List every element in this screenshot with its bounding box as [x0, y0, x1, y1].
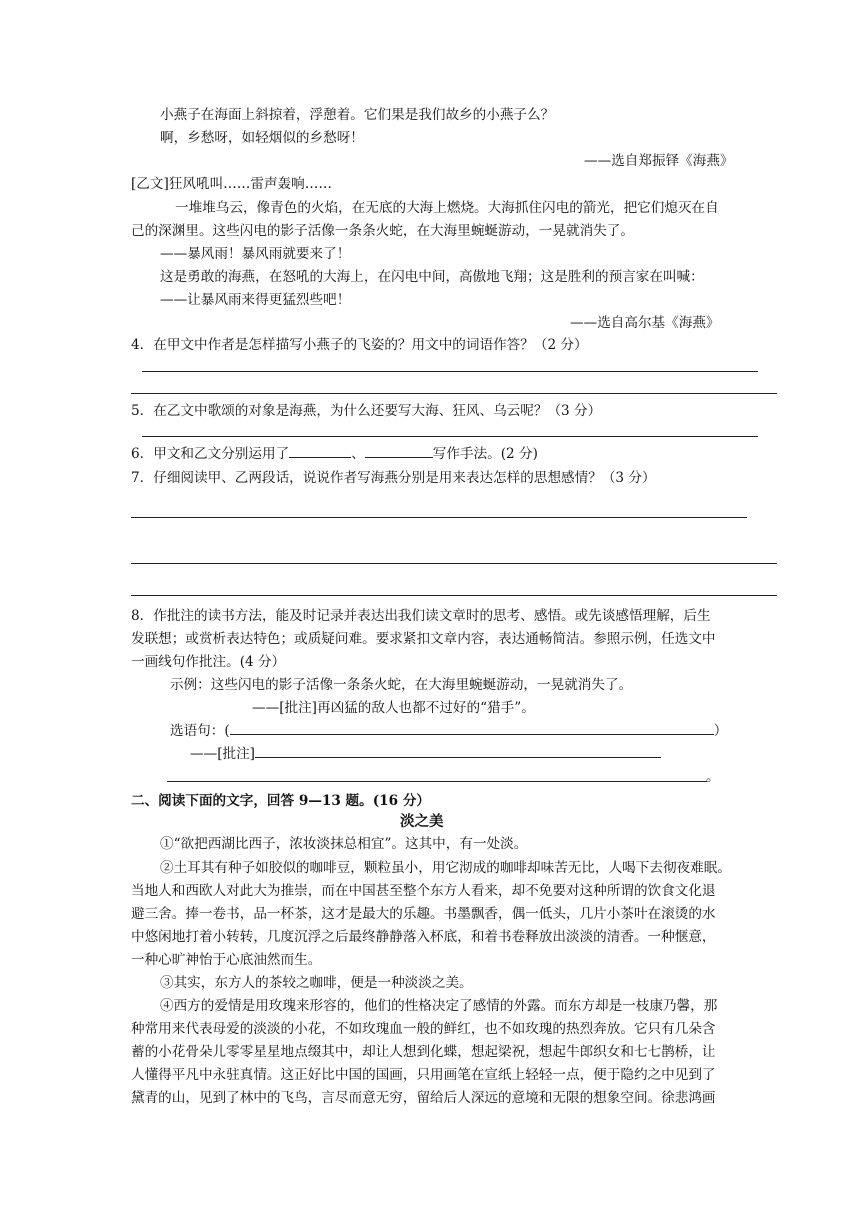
select-sentence-close: ） [713, 723, 728, 739]
article-paragraph-4-line-2: 种常用来代表母爱的淡淡的小花，不如玫瑰血一般的鲜红，也不如玫瑰的热烈奔放。它只有几朵含 [131, 1021, 716, 1037]
answer-line-q7-1[interactable] [131, 517, 747, 518]
note-continuation-line[interactable] [167, 781, 707, 782]
question-8-line-3: 一画线句作批注。(4 分） [131, 654, 286, 670]
article-paragraph-4-line-5: 黛青的山，见到了林中的飞鸟，言尽而意无穷，留给后人深远的意境和无限的想象空间。徐悲鸿画 [131, 1090, 716, 1106]
question-4: 4．在甲文中作者是怎样描写小燕子的飞姿的？用文中的词语作答？（2 分） [131, 337, 588, 353]
question-8-example-note: ——[批注]再凶猛的敌人也都不过好的“猎手”。 [252, 700, 535, 716]
section-2-heading: 二、阅读下面的文字，回答 9—13 题。(16 分） [131, 793, 431, 809]
select-sentence-row [170, 719, 727, 743]
article-paragraph-2-line-5: 一种心旷神怡于心底油然而生。 [131, 952, 322, 968]
yi-source: ——选自高尔基《海燕》 [570, 315, 720, 331]
answer-line-q4-2[interactable] [131, 393, 777, 394]
note-blank[interactable] [255, 743, 661, 758]
article-title: 淡之美 [400, 814, 444, 830]
yi-paragraph-3: 这是勇敢的海燕，在怒吼的大海上，在闪电中间，高傲地飞翔；这是胜利的预言家在叫喊： [160, 269, 704, 285]
yi-paragraph-4: ——让暴风雨来得更猛烈些吧！ [160, 292, 351, 308]
answer-line-q5[interactable] [142, 436, 758, 437]
note-label: ——[批注] [190, 746, 255, 762]
question-6-separator: 、 [351, 446, 365, 462]
answer-line-q7-3[interactable] [131, 595, 777, 596]
note-period: 。 [706, 769, 720, 785]
question-8-line-2: 发联想；或赏析表达特色；或质疑问难。要求紧扣文章内容，表达通畅简洁。参照示例，任选文中 [131, 631, 716, 647]
question-6-prefix: 6．甲文和乙文分别运用了 [131, 446, 290, 462]
select-sentence-blank[interactable] [230, 720, 714, 735]
jia-paragraph-1: 小燕子在海面上斜掠着，浮憩着。它们果是我们故乡的小燕子么？ [160, 107, 555, 123]
question-7: 7．仔细阅读甲、乙两段话，说说作者写海燕分别是用来表达怎样的思想感情？（3 分） [131, 470, 656, 486]
question-8-example: 示例：这些闪电的影子活像一条条火蛇，在大海里蜿蜒游动，一晃就消失了。 [170, 677, 633, 693]
article-paragraph-3: ③其实，东方人的茶较之咖啡，便是一种淡淡之美。 [160, 975, 473, 991]
question-6 [131, 442, 538, 466]
yi-header: [乙文]狂风吼叫……雷声轰响…… [131, 176, 332, 192]
select-sentence-label: 选语句：( [170, 723, 230, 739]
question-8-line-1: 8．作批注的读书方法，能及时记录并表达出我们读文章时的思考、感悟。或先谈感悟理解，后生 [131, 608, 711, 624]
article-paragraph-2-line-4: 中悠闲地打着小转转，几度沉浮之后最终静静落入杯底，和着书卷释放出淡淡的清香。一种惬意， [131, 929, 716, 945]
article-paragraph-4-line-3: 蓄的小花骨朵儿零零星星地点缀其中，却让人想到化蝶，想起梁祝，想起牛郎织女和七七鹊桥，让 [131, 1044, 716, 1060]
answer-line-q4-1[interactable] [142, 371, 758, 372]
note-row [190, 742, 661, 766]
yi-paragraph-1-line-2: 己的深渊里。这些闪电的影子活像一条条火蛇，在大海里蜿蜒游动，一晃就消失了。 [131, 223, 634, 239]
article-paragraph-1: ①“欲把西湖比西子，浓妆淡抹总相宜”。这其中，有一处淡。 [160, 836, 528, 852]
question-5: 5．在乙文中歌颂的对象是海燕，为什么还要写大海、狂风、乌云呢？（3 分） [131, 403, 602, 419]
article-paragraph-4-line-1: ④西方的爱情是用玫瑰来形容的，他们的性格决定了感情的外露。而东方却是一枝康乃馨，那 [160, 998, 718, 1014]
article-paragraph-2-line-1: ②土耳其有种子如胶似的咖啡豆，颗粒虽小，用它沏成的咖啡却味苦无比，人喝下去彻夜难眠。 [160, 860, 731, 876]
jia-paragraph-2: 啊，乡愁呀，如轻烟似的乡愁呀！ [160, 130, 364, 146]
article-paragraph-2-line-3: 避三舍。捧一卷书，品一杯茶，这才是最大的乐趣。书墨飘香，偶一低头，几片小茶叶在滚烫的水 [131, 906, 716, 922]
blank-q6-1[interactable] [289, 443, 351, 458]
question-6-suffix: 写作手法。(2 分) [432, 446, 538, 462]
yi-paragraph-1-line-1: 一堆堆乌云，像青色的火焰，在无底的大海上燃烧。大海抓住闪电的箭光，把它们熄灭在自 [175, 200, 719, 216]
jia-source: ——选自郑振铎《海燕》 [584, 153, 734, 169]
article-paragraph-2-line-2: 当地人和西欧人对此大为推崇，而在中国甚至整个东方人看来，却不免要对这种所谓的饮食文化退 [131, 883, 716, 899]
article-paragraph-4-line-4: 人懂得平凡中永驻真情。这正好比中国的国画，只用画笔在宣纸上轻轻一点，便于隐约之中见到了 [131, 1067, 716, 1083]
blank-q6-2[interactable] [365, 443, 433, 458]
answer-line-q7-2[interactable] [131, 563, 777, 564]
yi-paragraph-2: ——暴风雨！暴风雨就要来了！ [160, 246, 351, 262]
